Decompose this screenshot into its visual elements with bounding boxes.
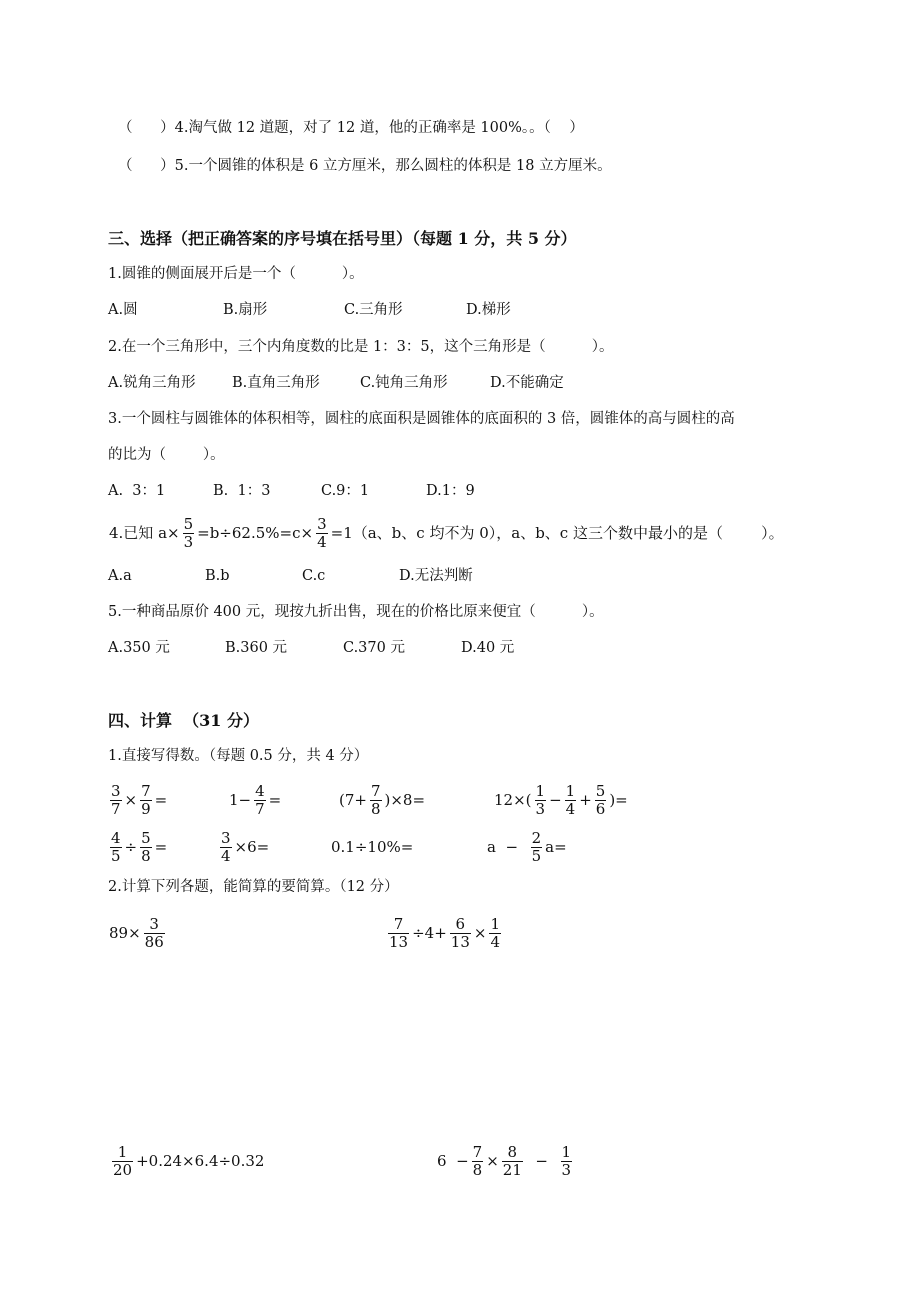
expr-3: (7+ $\frac{7}{8}$ )×8=: [339, 781, 426, 818]
option-d: D.无法判断: [399, 568, 473, 584]
option-a: A.圆: [108, 302, 138, 318]
s3-q4-stem: 4.已知 a× $\frac{5}{3}$ =b÷62.5%=c× $\frac{3}{4}$ =1（a、b、c 均不为 0），a、b、c 这三个数中最小的是（ ）。: [109, 514, 784, 551]
option-d: D.不能确定: [490, 375, 564, 391]
fraction: $\frac{3}{4}$: [317, 514, 327, 551]
s3-q3-stem-line2: 的比为（ ）。: [108, 447, 225, 463]
option-b: B.扇形: [223, 302, 268, 318]
option-c: C.9：1: [321, 483, 370, 499]
calc-2: $\frac{7}{13}$ ÷4+ $\frac{6}{13}$ × $\frac{1}{4}$: [389, 914, 500, 951]
calc-3: $\frac{1}{20}$ +0.24×6.4÷0.32: [113, 1142, 265, 1179]
expr-4: 12×( $\frac{1}{3}$ − $\frac{1}{4}$ + $\frac{5}{6}$ )=: [494, 781, 628, 818]
option-a: A.锐角三角形: [108, 375, 196, 391]
option-d: D.1：9: [426, 483, 475, 499]
option-b: B.b: [205, 568, 230, 584]
option-c: C.钝角三角形: [360, 375, 448, 391]
expr-8: a − $\frac{2}{5}$ a=: [487, 828, 567, 865]
section4-title: 四、计算 （31 分）: [108, 711, 259, 730]
option-d: D.40 元: [461, 640, 515, 656]
expr-1: $\frac{3}{7}$ × $\frac{7}{9}$ =: [111, 781, 168, 818]
s4-sub1: 1.直接写得数。（每题 0.5 分，共 4 分）: [108, 748, 369, 764]
s3-q3-stem-line1: 3.一个圆柱与圆锥体的体积相等，圆柱的底面积是圆锥体的底面积的 3 倍，圆锥体的高与圆柱的高: [108, 411, 735, 427]
expr-6: $\frac{3}{4}$ ×6=: [221, 828, 270, 865]
judge-q4: （ ）4.淘气做 12 道题，对了 12 道，他的正确率是 100%。。（ ）: [118, 120, 584, 136]
calc-1: 89× $\frac{3}{86}$: [109, 914, 164, 951]
expr-7: 0.1÷10%=: [331, 838, 414, 856]
judge-q5: （ ）5.一个圆锥的体积是 6 立方厘米，那么圆柱的体积是 18 立方厘米。: [118, 158, 612, 174]
option-a: A. 3：1: [108, 483, 166, 499]
option-a: A.a: [108, 568, 132, 584]
option-c: C.c: [302, 568, 326, 584]
option-a: A.350 元: [108, 640, 170, 656]
option-b: B.360 元: [225, 640, 288, 656]
calc-4: 6 − $\frac{7}{8}$ × $\frac{8}{21}$ − $\frac{1}{3}$: [437, 1142, 572, 1179]
option-d: D.梯形: [466, 302, 511, 318]
s4-sub2: 2.计算下列各题，能简算的要简算。（12 分）: [108, 879, 399, 895]
option-b: B.直角三角形: [232, 375, 320, 391]
expr-5: $\frac{4}{5}$ ÷ $\frac{5}{8}$ =: [111, 828, 168, 865]
option-c: C.370 元: [343, 640, 405, 656]
section3-title: 三、选择（把正确答案的序号填在括号里）（每题 1 分，共 5 分）: [108, 229, 577, 248]
fraction: $\frac{5}{3}$: [183, 514, 194, 551]
s3-q5-stem: 5.一种商品原价 400 元，现按九折出售，现在的价格比原来便宜（ ）。: [108, 604, 604, 620]
s3-q1-stem: 1.圆锥的侧面展开后是一个（ ）。: [108, 266, 364, 282]
option-c: C.三角形: [344, 302, 403, 318]
s3-q2-stem: 2.在一个三角形中，三个内角度数的比是 1：3：5，这个三角形是（ ）。: [108, 339, 614, 355]
expr-2: 1− $\frac{4}{7}$ =: [229, 781, 282, 818]
option-b: B. 1：3: [213, 483, 271, 499]
